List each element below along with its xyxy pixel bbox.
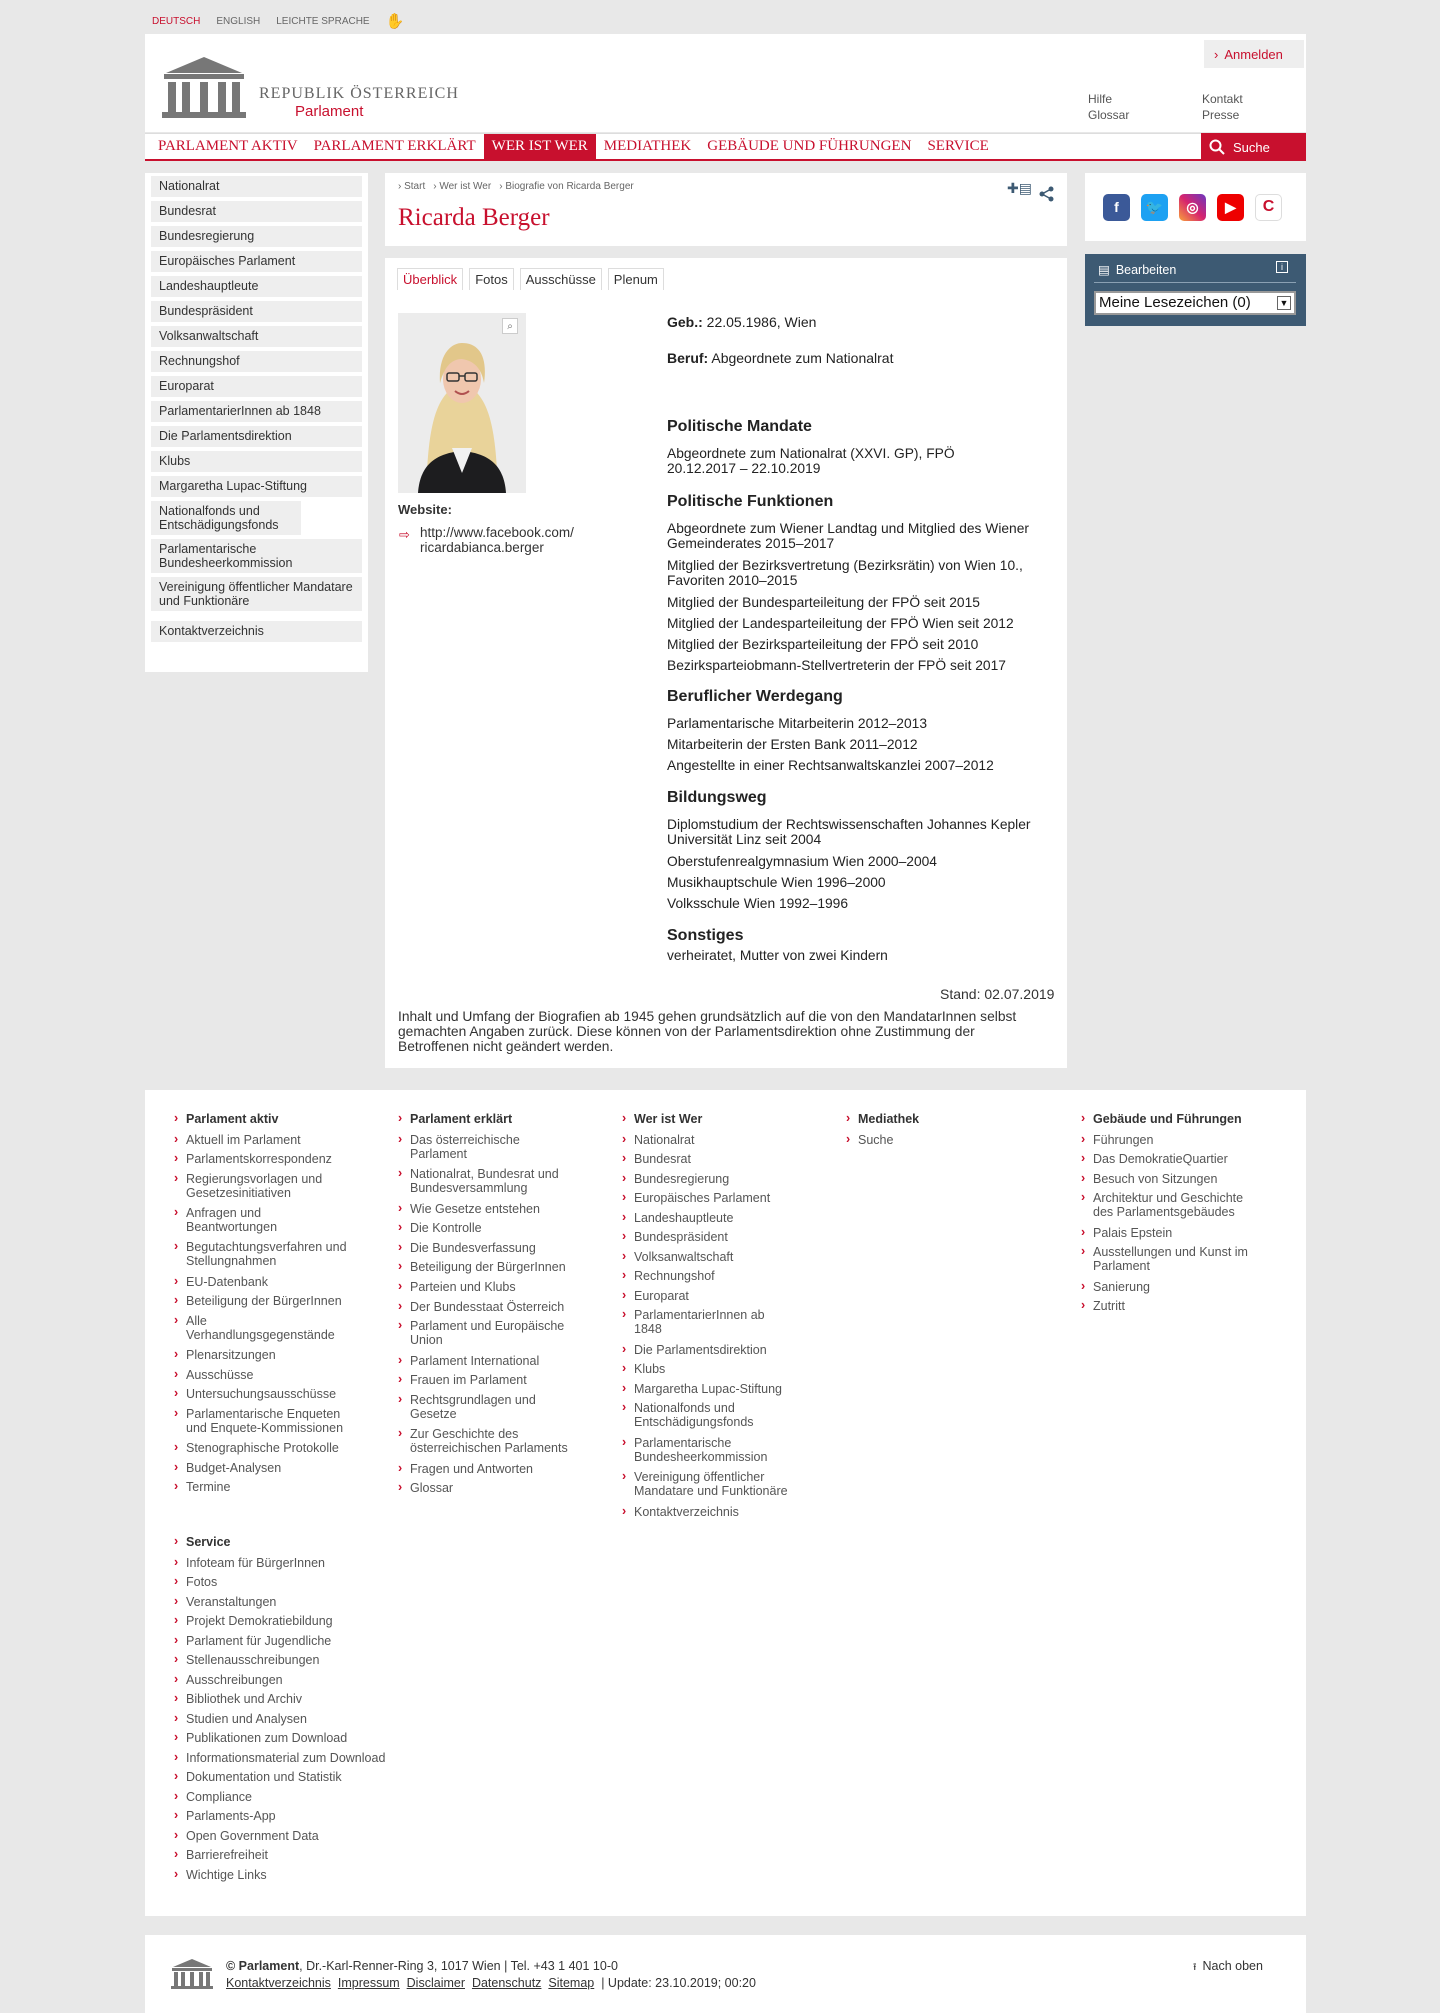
- nav-mediathek[interactable]: MEDIATHEK: [603, 138, 692, 154]
- footer-link[interactable]: › Palais Epstein: [1081, 1226, 1172, 1240]
- birth-label: Geb.:: [667, 314, 703, 330]
- list-item: Mitarbeiterin der Ersten Bank 2011–2012: [667, 737, 918, 752]
- website-url-line2: ricardabianca.berger: [420, 540, 544, 555]
- list-item: Mitglied der Bezirksvertretung (Bezirksrätin) von Wien 10., Favoriten 2010–2015: [667, 558, 1023, 588]
- footer-link[interactable]: › Nationalfonds und Entschädigungsfonds: [622, 1401, 772, 1429]
- birth-value: 22.05.1986, Wien: [702, 314, 817, 330]
- sidebar-item[interactable]: Parlamentarische Bundesheerkommission: [151, 539, 362, 573]
- list-item: Diplomstudium der Rechtswissenschaften Johannes Kepler Universität Linz seit 2004: [667, 817, 1031, 847]
- sign-language-icon[interactable]: ✋: [385, 13, 405, 30]
- social-links: [1085, 173, 1306, 241]
- footer-link[interactable]: › Parlament International: [398, 1354, 539, 1368]
- footer-link[interactable]: › Nationalrat: [622, 1133, 694, 1147]
- breadcrumb: [398, 181, 634, 192]
- website-url-line1: http://www.facebook.com/: [420, 525, 574, 540]
- logo-subtitle: Parlament: [295, 103, 364, 120]
- sidebar-item[interactable]: Volksanwaltschaft: [151, 326, 362, 347]
- back-to-top-button[interactable]: [1193, 1959, 1263, 1977]
- footer-link[interactable]: › Landeshauptleute: [622, 1211, 733, 1225]
- mandate-dates: 20.12.2017 – 22.10.2019: [667, 461, 821, 476]
- info-icon[interactable]: i: [1276, 261, 1288, 273]
- footer-link[interactable]: › ParlamentarierInnen ab 1848: [622, 1308, 772, 1336]
- portrait-image: [398, 313, 526, 493]
- footer-link[interactable]: › Rechtsgrundlagen und Gesetze: [398, 1393, 548, 1421]
- list-item: Mitglied der Landesparteileitung der FPÖ Wien seit 2012: [667, 616, 1014, 631]
- footer-link[interactable]: › Dokumentation und Statistik: [174, 1770, 342, 1784]
- lang-english[interactable]: ENGLISH: [216, 15, 261, 27]
- sidebar-item[interactable]: Vereinigung öffentlicher Mandatare und Funktionäre: [151, 577, 362, 611]
- breadcrumb-current: › Biografie von Ricarda Berger: [499, 181, 634, 192]
- add-bookmark-icon[interactable]: ✚▤: [1007, 180, 1032, 196]
- footer-link[interactable]: › Besuch von Sitzungen: [1081, 1172, 1217, 1186]
- bottom-link-impressum[interactable]: Impressum: [337, 1976, 400, 1990]
- main-nav: [145, 133, 1206, 161]
- footer-link[interactable]: › Regierungsvorlagen und Gesetzesinitiativen: [174, 1172, 344, 1200]
- lang-deutsch[interactable]: DEUTSCH: [152, 15, 201, 27]
- zoom-icon[interactable]: ⌕: [502, 318, 518, 334]
- instagram-icon[interactable]: ◎: [1179, 194, 1206, 221]
- sidebar-item[interactable]: Bundesregierung: [151, 226, 362, 247]
- footer-link[interactable]: › Suche: [846, 1133, 893, 1147]
- footer-heading-aktiv[interactable]: › Parlament aktiv: [174, 1112, 278, 1126]
- bearbeiten-label[interactable]: Bearbeiten: [1115, 262, 1177, 277]
- bookmarks-select-value: Meine Lesezeichen (0): [1099, 294, 1251, 311]
- sidebar-item[interactable]: Margaretha Lupac-Stiftung: [151, 476, 362, 497]
- footer-link[interactable]: › Alle Verhandlungsgegenstände: [174, 1314, 344, 1342]
- footer-link[interactable]: › Frauen im Parlament: [398, 1373, 527, 1387]
- footer-link[interactable]: › Sanierung: [1081, 1280, 1150, 1294]
- sonstiges-text: verheiratet, Mutter von zwei Kindern: [667, 948, 888, 963]
- footer-link[interactable]: › Architektur und Geschichte des Parlamentsgebäudes: [1081, 1191, 1256, 1219]
- breadcrumb-label: Wer ist Wer: [439, 181, 492, 192]
- footer-link[interactable]: › Parlamentskorrespondenz: [174, 1152, 332, 1166]
- footer-link[interactable]: › Parlament für Jugendliche: [174, 1634, 331, 1648]
- bookmarks-title: [1098, 262, 1176, 277]
- footer-link[interactable]: › Europarat: [622, 1289, 689, 1303]
- portrait-photo[interactable]: [398, 313, 526, 493]
- copyright-address: , Dr.-Karl-Renner-Ring 3, 1017 Wien | Tel. +43 1 401 10-0: [299, 1959, 618, 1973]
- sidebar-item[interactable]: Europarat: [151, 376, 362, 397]
- tab-ueberblick[interactable]: Überblick: [397, 268, 463, 290]
- footer-link[interactable]: › EU-Datenbank: [174, 1275, 268, 1289]
- nav-parlament-erklaert[interactable]: PARLAMENT ERKLÄRT: [313, 138, 476, 154]
- list-item: Musikhauptschule Wien 1996–2000: [667, 875, 886, 890]
- footer-link[interactable]: › Wie Gesetze entstehen: [398, 1202, 540, 1216]
- sidebar-item[interactable]: Bundespräsident: [151, 301, 362, 322]
- footer-link[interactable]: › Bundesrat: [622, 1152, 691, 1166]
- nav-wer-ist-wer[interactable]: WER IST WER: [484, 134, 596, 159]
- nav-parlament-aktiv[interactable]: PARLAMENT AKTIV: [158, 138, 298, 154]
- website-link[interactable]: [420, 525, 590, 555]
- footer-link[interactable]: › Wichtige Links: [174, 1868, 267, 1882]
- footer-link[interactable]: › Barrierefreiheit: [174, 1848, 268, 1862]
- sidebar-item[interactable]: Nationalrat: [151, 176, 362, 197]
- section-bildung-title: Bildungsweg: [667, 789, 767, 806]
- birth-info: [667, 314, 816, 330]
- tab-bar: [397, 268, 664, 290]
- youtube-icon[interactable]: ▶: [1217, 194, 1244, 221]
- profession-info: [667, 350, 893, 366]
- list-item: Angestellte in einer Rechtsanwaltskanzlei 2007–2012: [667, 758, 994, 773]
- copyright-name: © Parlament: [226, 1959, 300, 1973]
- footer-link[interactable]: › Zur Geschichte des österreichischen Parlaments: [398, 1427, 578, 1455]
- sidebar-item[interactable]: Die Parlamentsdirektion: [151, 426, 362, 447]
- footer-link[interactable]: › Die Bundesverfassung: [398, 1241, 536, 1255]
- footer-link[interactable]: › Führungen: [1081, 1133, 1153, 1147]
- bottom-link-datenschutz[interactable]: Datenschutz: [471, 1976, 542, 1990]
- footer-link[interactable]: › Europäisches Parlament: [622, 1191, 770, 1205]
- list-item: Volksschule Wien 1992–1996: [667, 896, 849, 911]
- footer-link[interactable]: › Open Government Data: [174, 1829, 319, 1843]
- list-item: Mitglied der Bundesparteileitung der FPÖ seit 2015: [667, 595, 980, 610]
- footer-link[interactable]: › Nationalrat, Bundesrat und Bundesversammlung: [398, 1167, 568, 1195]
- app-icon[interactable]: C: [1255, 194, 1282, 221]
- external-link-icon: ⇨: [399, 527, 410, 542]
- sidebar-item[interactable]: Landeshauptleute: [151, 276, 362, 297]
- footer-link[interactable]: › Glossar: [398, 1481, 453, 1495]
- list-item: Abgeordnete zum Wiener Landtag und Mitglied des Wiener Gemeinderates 2015–2017: [667, 521, 1029, 551]
- parliament-logo-icon[interactable]: [160, 55, 248, 119]
- footer-link[interactable]: › Parteien und Klubs: [398, 1280, 516, 1294]
- footer-link[interactable]: › Informationsmaterial zum Download: [174, 1751, 385, 1765]
- footer-link[interactable]: › Budget-Analysen: [174, 1461, 281, 1475]
- footer-link[interactable]: › Beteiligung der BürgerInnen: [174, 1294, 342, 1308]
- footer-link[interactable]: › Compliance: [174, 1790, 252, 1804]
- divider: [1094, 282, 1296, 283]
- section-funktionen-title: Politische Funktionen: [667, 493, 834, 510]
- footer-link[interactable]: › Der Bundesstaat Österreich: [398, 1300, 564, 1314]
- tab-ausschuesse[interactable]: Ausschüsse: [520, 268, 602, 290]
- sidebar-item[interactable]: Bundesrat: [151, 201, 362, 222]
- breadcrumb-label: Biografie von Ricarda Berger: [505, 181, 634, 192]
- profession-value: Abgeordnete zum Nationalrat: [708, 350, 894, 366]
- search-button[interactable]: [1201, 133, 1306, 161]
- profession-label: Beruf:: [667, 350, 709, 366]
- sidebar-item-kontakt[interactable]: Kontaktverzeichnis: [151, 621, 362, 642]
- breadcrumb-label: Start: [404, 181, 426, 192]
- section-sonstiges-title: Sonstiges: [667, 927, 744, 944]
- facebook-icon[interactable]: f: [1103, 194, 1130, 221]
- sidebar-item[interactable]: Klubs: [151, 451, 362, 472]
- mandate-line: Abgeordnete zum Nationalrat (XXVI. GP), FPÖ: [667, 446, 955, 461]
- footer-link[interactable]: › Volksanwaltschaft: [622, 1250, 733, 1264]
- footer-link[interactable]: › Fragen und Antworten: [398, 1462, 533, 1476]
- footer-heading-mediathek[interactable]: › Mediathek: [846, 1112, 919, 1126]
- page-title: Ricarda Berger: [398, 204, 550, 231]
- footer-link[interactable]: › Publikationen zum Download: [174, 1731, 347, 1745]
- footer-link[interactable]: › Studien und Analysen: [174, 1712, 307, 1726]
- language-bar: [152, 14, 404, 28]
- chevron-right-icon: ›: [1214, 46, 1219, 62]
- sidebar: [145, 173, 368, 672]
- footer-link[interactable]: › Projekt Demokratiebildung: [174, 1614, 333, 1628]
- bottom-link-disclaimer[interactable]: Disclaimer: [406, 1976, 465, 1990]
- footer-link[interactable]: › Das österreichische Parlament: [398, 1133, 548, 1161]
- bottom-link-sitemap[interactable]: Sitemap: [548, 1976, 595, 1990]
- footer-link[interactable]: › Das DemokratieQuartier: [1081, 1152, 1228, 1166]
- footer-link[interactable]: › Ausstellungen und Kunst im Parlament: [1081, 1245, 1261, 1273]
- press-link[interactable]: Presse: [1202, 108, 1240, 122]
- nav-service[interactable]: SERVICE: [927, 138, 989, 154]
- footer-link[interactable]: › Parlamentarische Enqueten und Enquete-Kommissionen: [174, 1407, 354, 1435]
- list-item: Oberstufenrealgymnasium Wien 2000–2004: [667, 854, 937, 869]
- glossary-link[interactable]: Glossar: [1088, 108, 1130, 122]
- sidebar-item[interactable]: Nationalfonds und Entschädigungsfonds: [151, 501, 301, 535]
- footer-link[interactable]: › Kontaktverzeichnis: [622, 1505, 739, 1519]
- footer-link[interactable]: › Fotos: [174, 1575, 217, 1589]
- footer-link[interactable]: › Bibliothek und Archiv: [174, 1692, 302, 1706]
- footer-link[interactable]: › Termine: [174, 1480, 230, 1494]
- footer-link[interactable]: › Aktuell im Parlament: [174, 1133, 301, 1147]
- footer-heading-wer[interactable]: › Wer ist Wer: [622, 1112, 702, 1126]
- footer-link[interactable]: › Parlaments-App: [174, 1809, 276, 1823]
- footer-link[interactable]: › Veranstaltungen: [174, 1595, 276, 1609]
- footer-heading-gebaeude[interactable]: › Gebäude und Führungen: [1081, 1112, 1242, 1126]
- list-item: Mitglied der Bezirksparteileitung der FPÖ seit 2010: [667, 637, 979, 652]
- login-button[interactable]: [1204, 40, 1304, 68]
- footer-link[interactable]: › Ausschüsse: [174, 1368, 253, 1382]
- footer-link[interactable]: › Infoteam für BürgerInnen: [174, 1556, 325, 1570]
- section-werdegang-title: Beruflicher Werdegang: [667, 688, 843, 705]
- parliament-small-logo-icon: [170, 1958, 214, 1990]
- footer-link[interactable]: › Klubs: [622, 1362, 665, 1376]
- login-label: Anmelden: [1224, 46, 1283, 62]
- footer-link[interactable]: › Parlamentarische Bundesheerkommission: [622, 1436, 772, 1464]
- search-icon: [1209, 139, 1225, 155]
- copyright: [226, 1958, 756, 1992]
- footer-link[interactable]: › Die Parlamentsdirektion: [622, 1343, 767, 1357]
- footer-link[interactable]: › Ausschreibungen: [174, 1673, 283, 1687]
- footer-link[interactable]: › Bundespräsident: [622, 1230, 728, 1244]
- footer-link[interactable]: › Stellenausschreibungen: [174, 1653, 319, 1667]
- footer-link[interactable]: › Plenarsitzungen: [174, 1348, 276, 1362]
- list-item: Parlamentarische Mitarbeiterin 2012–2013: [667, 716, 927, 731]
- website-label: Website:: [398, 502, 452, 517]
- footer-heading-service[interactable]: › Service: [174, 1535, 230, 1549]
- sidebar-item[interactable]: Europäisches Parlament: [151, 251, 362, 272]
- disclaimer-text: Inhalt und Umfang der Biografien ab 1945 gehen grundsätzlich auf die von den MandatarInnen selbst gemachten Angaben zurück. Diese können von der Parlamentsdirektion ohne Zustimmung der Betroffenen nicht geändert werden.: [398, 1009, 1017, 1054]
- footer-link[interactable]: › Die Kontrolle: [398, 1221, 482, 1235]
- footer-link[interactable]: › Untersuchungsausschüsse: [174, 1387, 336, 1401]
- footer-link[interactable]: › Vereinigung öffentlicher Mandatare und Funktionäre: [622, 1470, 802, 1498]
- bottom-link-kontakt[interactable]: Kontaktverzeichnis: [226, 1976, 331, 1990]
- back-to-top-label: Nach oben: [1202, 1959, 1263, 1973]
- sidebar-item[interactable]: Rechnungshof: [151, 351, 362, 372]
- tab-plenum[interactable]: Plenum: [608, 268, 664, 290]
- section-mandate-title: Politische Mandate: [667, 418, 812, 435]
- footer-link[interactable]: › Margaretha Lupac-Stiftung: [622, 1382, 782, 1396]
- footer-link[interactable]: › Bundesregierung: [622, 1172, 729, 1186]
- nav-gebaeude[interactable]: GEBÄUDE UND FÜHRUNGEN: [707, 138, 912, 154]
- contact-link[interactable]: Kontakt: [1202, 92, 1243, 106]
- update-date: | Update: 23.10.2019; 00:20: [601, 1976, 756, 1990]
- footer-link[interactable]: › Anfragen und Beantwortungen: [174, 1206, 314, 1234]
- lang-leichte-sprache[interactable]: LEICHTE SPRACHE: [276, 15, 370, 27]
- tab-fotos[interactable]: Fotos: [469, 268, 514, 290]
- footer-link[interactable]: › Beteiligung der BürgerInnen: [398, 1260, 566, 1274]
- footer-link[interactable]: › Begutachtungsverfahren und Stellungnahmen: [174, 1240, 359, 1268]
- bookmark-icon: ▤: [1098, 263, 1110, 277]
- footer-link[interactable]: › Parlament und Europäische Union: [398, 1319, 573, 1347]
- twitter-icon[interactable]: 🐦: [1141, 194, 1168, 221]
- footer-link[interactable]: › Rechnungshof: [622, 1269, 715, 1283]
- logo-title: REPUBLIK ÖSTERREICH: [259, 85, 459, 102]
- list-item: Bezirksparteiobmann-Stellvertreterin der FPÖ seit 2017: [667, 658, 1006, 673]
- sidebar-item[interactable]: ParlamentarierInnen ab 1848: [151, 401, 362, 422]
- share-icon[interactable]: [1039, 186, 1054, 202]
- help-link[interactable]: Hilfe: [1088, 92, 1113, 106]
- stand-date: Stand: 02.07.2019: [940, 986, 1055, 1002]
- arrow-up-icon: ⭱: [1193, 1962, 1197, 1973]
- breadcrumb-start[interactable]: › Start: [398, 181, 426, 192]
- bookmarks-select[interactable]: [1094, 291, 1296, 315]
- search-label: Suche: [1233, 139, 1270, 155]
- footer-link[interactable]: › Stenographische Protokolle: [174, 1441, 339, 1455]
- footer-heading-erklaert[interactable]: › Parlament erklärt: [398, 1112, 512, 1126]
- footer-link[interactable]: › Zutritt: [1081, 1299, 1125, 1313]
- chevron-down-icon: ▼: [1277, 296, 1291, 310]
- breadcrumb-wer-ist-wer[interactable]: › Wer ist Wer: [433, 181, 492, 192]
